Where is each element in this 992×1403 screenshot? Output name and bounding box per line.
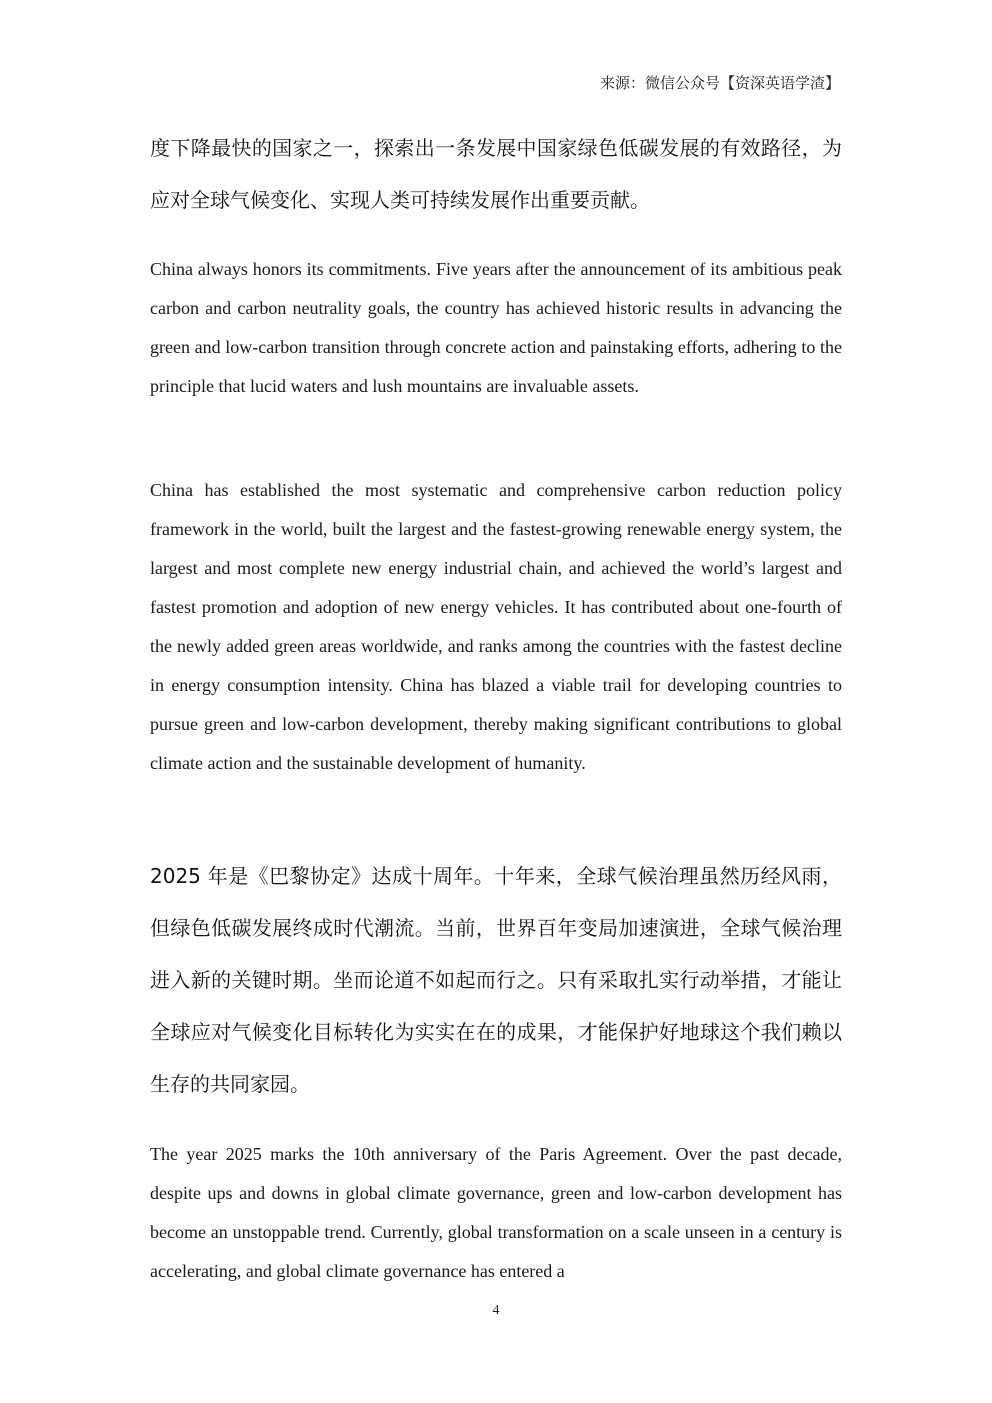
chinese-paragraph-1: 度下降最快的国家之一，探索出一条发展中国家绿色低碳发展的有效路径，为应对全球气候变化、实现人类可持续发展作出重要贡献。	[150, 136, 842, 212]
source-note: 来源：微信公众号【资深英语学渣】	[599, 74, 840, 92]
page-number: 4	[492, 1303, 500, 1318]
chinese-paragraph-2: 2025 年是《巴黎协定》达成十周年。十年来，全球气候治理虽然历经风雨，但绿色低碳发展终成时代潮流。当前，世界百年变局加速演进，全球气候治理进入新的关键时期。坐而论道不如起而行之。只有采取扎实行动举措，才能让全球应对气候变化目标转化为实实在在的成果，才能保护好地球这个我们赖以生存的共同家园。	[150, 864, 842, 1096]
english-paragraph-2: China has established the most systematic and comprehensive carbon reduction policy framework in the world, built the largest and the fastest-growing renewable energy system, the largest and most complete new energy industrial chain, and achieved the world’s largest and fastest promotion and adoption of new energy vehicles. It has contributed about one-fourth of the newly added green areas worldwide, and ranks among the countries with the fastest decline in energy consumption intensity. China has blazed a viable trail for developing countries to pursue green and low-carbon development, thereby making significant contributions to global climate action and the sustainable development of humanity.	[150, 480, 842, 773]
english-paragraph-1: China always honors its commitments. Five years after the announcement of its ambitious peak carbon and carbon neutrality goals, the country has achieved historic results in advancing the green and low-carbon transition through concrete action and painstaking efforts, adhering to the principle that lucid waters and lush mountains are invaluable assets.	[150, 259, 842, 396]
english-paragraph-3: The year 2025 marks the 10th anniversary of the Paris Agreement. Over the past decade, despite ups and downs in global climate governance, green and low-carbon development has become an unstoppable trend. Currently, global transformation on a scale unseen in a century is accelerating, and global climate governance has entered a	[150, 1144, 842, 1281]
